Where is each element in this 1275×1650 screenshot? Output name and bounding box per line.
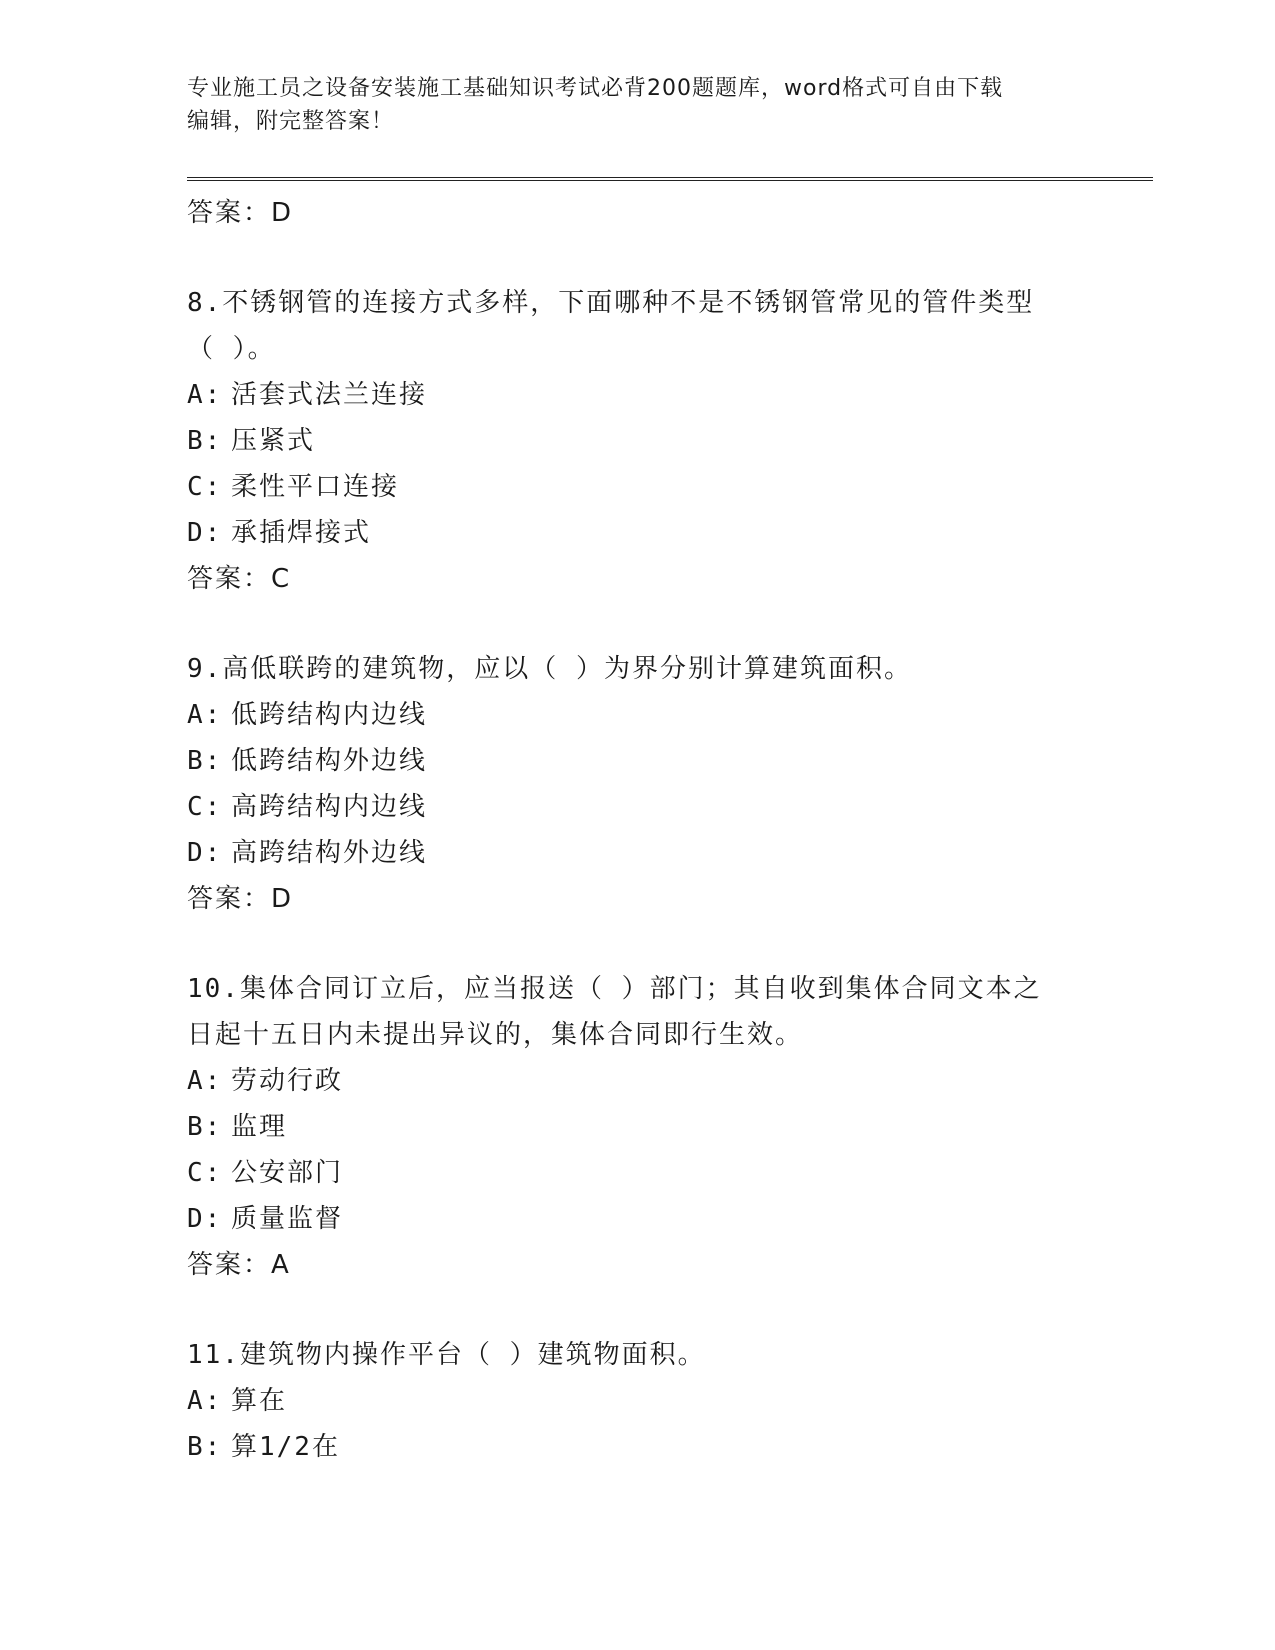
option-letter: A:	[187, 1386, 223, 1416]
option-letter: B:	[187, 426, 223, 456]
question-8	[187, 280, 1067, 602]
question-8-option-a	[187, 372, 1067, 418]
header-title-line2: 编辑，附完整答案！	[187, 109, 395, 134]
question-10-option-a	[187, 1058, 1067, 1104]
question-10-option-d	[187, 1196, 1067, 1242]
question-9-option-d	[187, 830, 1067, 876]
option-letter: D:	[187, 518, 223, 548]
option-letter: C:	[187, 1158, 223, 1188]
question-8-option-b	[187, 418, 1067, 464]
option-text: 柔性平口连接	[231, 472, 400, 502]
page-header	[187, 72, 1067, 138]
option-letter: C:	[187, 472, 223, 502]
option-text: 活套式法兰连接	[231, 380, 428, 410]
question-8-answer: 答案：C	[187, 564, 292, 594]
question-9-option-c	[187, 784, 1067, 830]
question-9-option-a	[187, 692, 1067, 738]
option-letter: D:	[187, 1204, 223, 1234]
option-text: 监理	[231, 1112, 288, 1142]
answer-q7: 答案：D	[187, 198, 294, 228]
question-11-text-line1: 11.建筑物内操作平台（ ）建筑物面积。	[187, 1340, 706, 1370]
option-letter: A:	[187, 700, 223, 730]
option-letter: B:	[187, 1432, 223, 1462]
option-letter: C:	[187, 792, 223, 822]
option-letter: B:	[187, 1112, 223, 1142]
option-text: 劳动行政	[231, 1066, 344, 1096]
question-11	[187, 1332, 1067, 1470]
question-8-option-c	[187, 464, 1067, 510]
option-text: 高跨结构内边线	[231, 792, 428, 822]
question-9-answer: 答案：D	[187, 884, 294, 914]
option-letter: A:	[187, 380, 223, 410]
option-text: 算在	[231, 1386, 288, 1416]
option-text: 压紧式	[231, 426, 316, 456]
question-8-option-d	[187, 510, 1067, 556]
option-letter: D:	[187, 838, 223, 868]
question-11-option-b	[187, 1424, 1067, 1470]
option-text: 质量监督	[231, 1204, 344, 1234]
option-text: 算1/2在	[231, 1432, 340, 1462]
question-9-option-b	[187, 738, 1067, 784]
question-10-text-line1: 10.集体合同订立后，应当报送（ ）部门；其自收到集体合同文本之	[187, 974, 1042, 1004]
question-10-text-line2: 日起十五日内未提出异议的，集体合同即行生效。	[187, 1020, 804, 1050]
question-10-option-c	[187, 1150, 1067, 1196]
question-10-answer: 答案：A	[187, 1250, 291, 1280]
question-10	[187, 966, 1067, 1288]
question-8-text-line2: （ ）。	[187, 334, 276, 364]
option-text: 低跨结构外边线	[231, 746, 428, 776]
option-text: 低跨结构内边线	[231, 700, 428, 730]
option-text: 高跨结构外边线	[231, 838, 428, 868]
option-text: 公安部门	[231, 1158, 344, 1188]
option-letter: B:	[187, 746, 223, 776]
option-letter: A:	[187, 1066, 223, 1096]
header-divider	[187, 177, 1153, 181]
question-10-option-b	[187, 1104, 1067, 1150]
question-8-text-line1: 8.不锈钢管的连接方式多样，下面哪种不是不锈钢管常见的管件类型	[187, 288, 1035, 318]
question-9-text-line1: 9.高低联跨的建筑物，应以（ ）为界分别计算建筑面积。	[187, 654, 912, 684]
option-text: 承插焊接式	[231, 518, 372, 548]
document-body	[187, 190, 1067, 1470]
question-9	[187, 646, 1067, 922]
header-title-line1: 专业施工员之设备安装施工基础知识考试必背200题题库，word格式可自由下载	[187, 76, 1004, 101]
question-11-option-a	[187, 1378, 1067, 1424]
